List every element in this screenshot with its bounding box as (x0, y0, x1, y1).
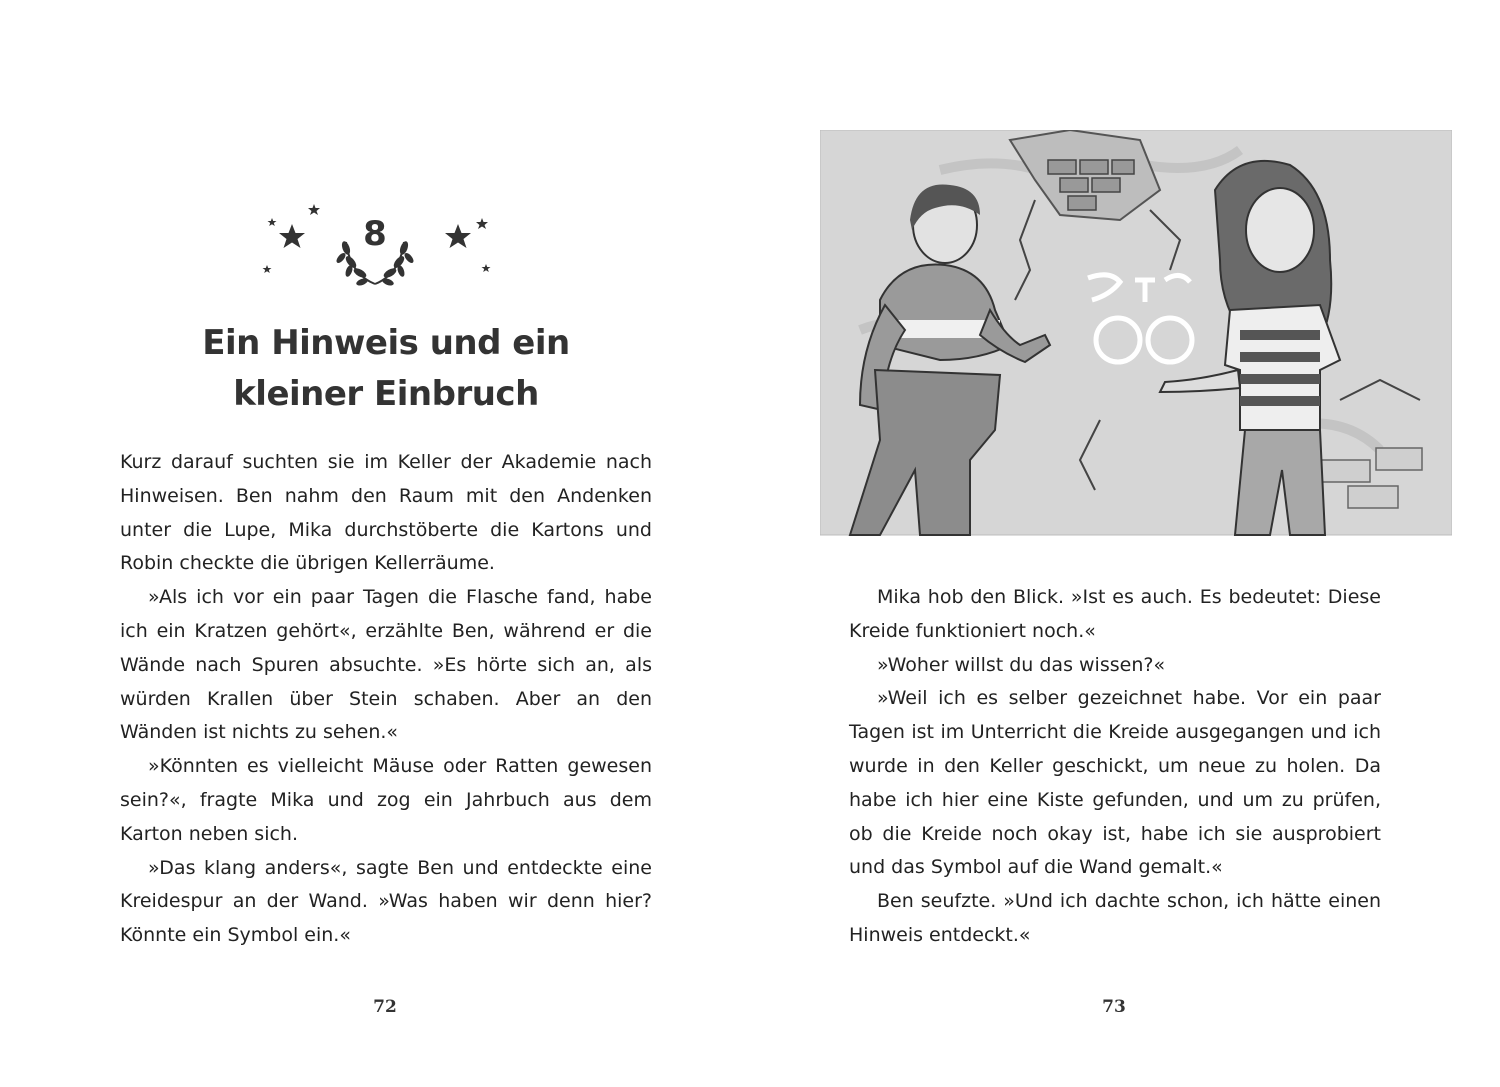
paragraph: Kurz darauf suchten sie im Keller der Akademie nach Hinweisen. Ben nahm den Raum mit den Andenken unter die Lupe, Mika durchstöberte die Kartons und Robin checkte die übrigen Kellerräume. (120, 451, 652, 575)
right-page (750, 0, 1500, 1087)
paragraph: Mika hob den Blick. »Ist es auch. Es bedeutet: Diese Kreide funktioniert noch.« (849, 586, 1381, 642)
illustration (820, 130, 1452, 562)
paragraph: »Das klang anders«, sagte Ben und entdeckte eine Kreidespur an der Wand. »Was haben wir denn hier? Könnte ein Symbol ein.« (120, 856, 652, 947)
page-number: 73 (1102, 997, 1126, 1017)
paragraph: »Könnten es vielleicht Mäuse oder Ratten gewesen sein?«, fragte Mika und zog ein Jahrbuch aus dem Karton neben sich. (120, 755, 652, 845)
paragraph: »Woher willst du das wissen?« (877, 653, 1166, 676)
chapter-number: 8 (363, 214, 387, 254)
paragraph: »Als ich vor ein paar Tagen die Flasche fand, habe ich ein Kratzen gehört«, erzählte Ben, während er die Wände nach Spuren absuchte. »Es hörte sich an, als würden Krallen über Stein schaben. Aber an den Wänden ist nichts zu sehen.« (120, 586, 652, 744)
chapter-title-line: kleiner Einbruch (233, 374, 539, 414)
paragraph: Ben seufzte. »Und ich dachte schon, ich hätte einen Hinweis entdeckt.« (849, 890, 1381, 946)
paragraph: »Weil ich es selber gezeichnet habe. Vor ein paar Tagen ist im Unterricht die Kreide ausgegangen und ich wurde in den Keller geschickt, um neue zu holen. Da habe ich hier eine Kiste gefunden, und um zu prüfen, ob die Kreide noch okay ist, habe ich sie ausprobiert und das Symbol auf die Wand gemalt.« (849, 687, 1381, 879)
chapter-emblem (250, 192, 500, 292)
right-body-text (849, 581, 1381, 953)
chapter-title (120, 318, 652, 420)
left-body-text (120, 446, 652, 953)
chapter-title-line: Ein Hinweis und ein (202, 323, 570, 363)
cellar-scene-illustration (820, 130, 1452, 562)
page-number: 72 (373, 997, 397, 1017)
